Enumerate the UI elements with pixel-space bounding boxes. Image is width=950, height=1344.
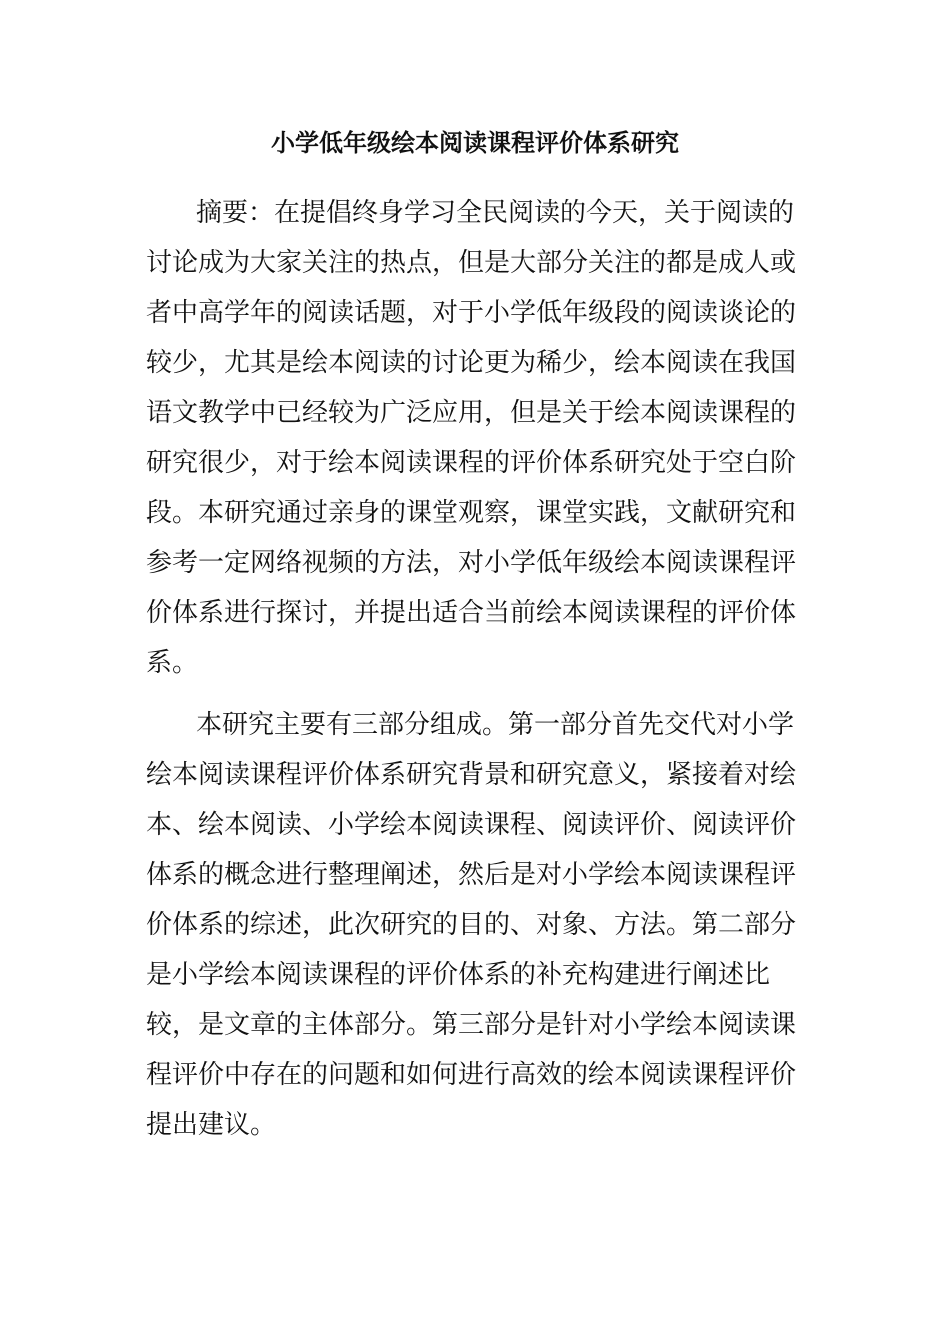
- text-line: 较，是文章的主体部分。第三部分是针对小学绘本阅读课: [146, 1010, 797, 1040]
- text-line: 参考一定网络视频的方法，对小学低年级绘本阅读课程评: [146, 548, 797, 578]
- text-line: 本研究主要有三部分组成。第一部分首先交代对小学: [196, 710, 795, 740]
- text-line: 段。本研究通过亲身的课堂观察，课堂实践，文献研究和: [146, 498, 797, 528]
- text-line: 系。: [146, 648, 199, 678]
- text-line: 本、绘本阅读、小学绘本阅读课程、阅读评价、阅读评价: [146, 810, 797, 840]
- text-line: 价体系进行探讨，并提出适合当前绘本阅读课程的评价体: [146, 598, 797, 628]
- text-line: 是小学绘本阅读课程的评价体系的补充构建进行阐述比: [146, 960, 771, 990]
- text-line: 体系的概念进行整理阐述，然后是对小学绘本阅读课程评: [146, 860, 797, 890]
- text-line: 摘要：在提倡终身学习全民阅读的今天，关于阅读的: [196, 198, 795, 228]
- text-line: 研究很少，对于绘本阅读课程的评价体系研究处于空白阶: [146, 448, 797, 478]
- text-line: 讨论成为大家关注的热点，但是大部分关注的都是成人或: [146, 248, 797, 278]
- text-line: 语文教学中已经较为广泛应用，但是关于绘本阅读课程的: [146, 398, 797, 428]
- text-line: 绘本阅读课程评价体系研究背景和研究意义，紧接着对绘: [146, 760, 797, 790]
- text-line: 者中高学年的阅读话题，对于小学低年级段的阅读谈论的: [146, 298, 797, 328]
- structure-paragraph: [146, 700, 797, 1150]
- document-title: 小学低年级绘本阅读课程评价体系研究: [271, 128, 679, 157]
- text-line: 程评价中存在的问题和如何进行高效的绘本阅读课程评价: [146, 1060, 797, 1090]
- text-line: 较少，尤其是绘本阅读的讨论更为稀少，绘本阅读在我国: [146, 348, 797, 378]
- text-line: 提出建议。: [146, 1110, 277, 1140]
- text-line: 价体系的综述，此次研究的目的、对象、方法。第二部分: [146, 910, 797, 940]
- abstract-paragraph: [146, 188, 797, 688]
